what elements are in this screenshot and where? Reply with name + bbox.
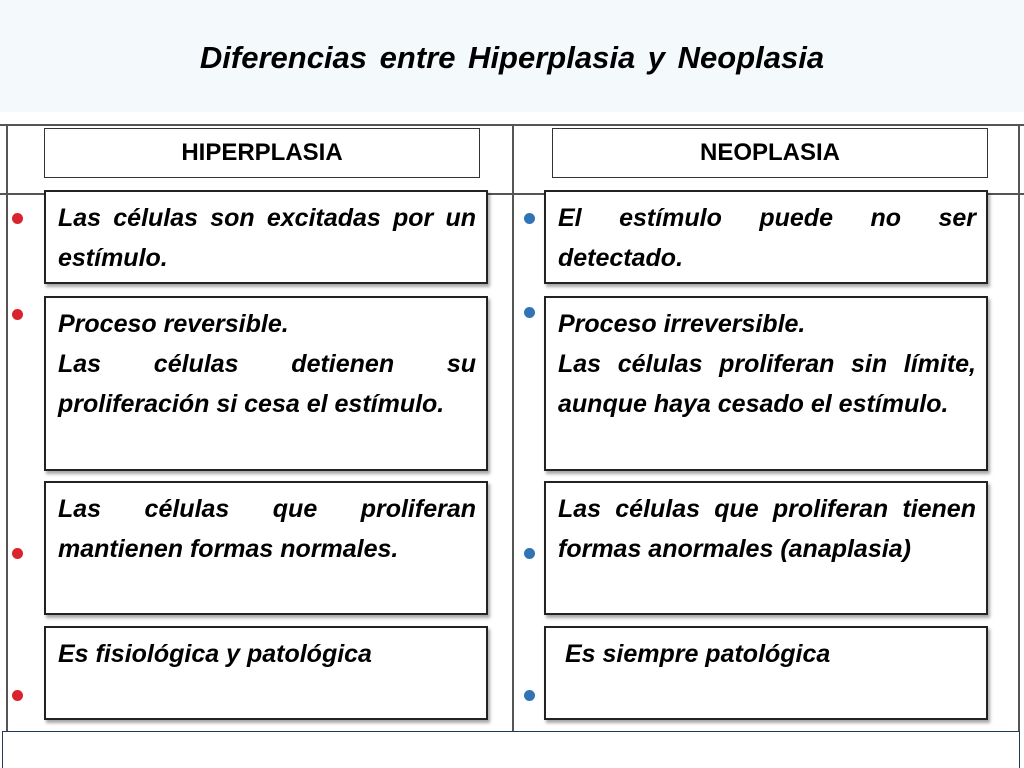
cell-hiperplasia-4 — [44, 626, 488, 720]
header-neoplasia: NEOPLASIA — [552, 128, 988, 178]
bullet-icon — [524, 690, 535, 701]
cell-text: Proceso reversible. — [58, 310, 289, 338]
bullet-icon — [12, 309, 23, 320]
cell-hiperplasia-1 — [44, 190, 488, 284]
bullet-icon — [524, 548, 535, 559]
cell-text: Las células que proliferan mantienen formas normales. — [58, 495, 476, 563]
cell-text: Es siempre patológica — [558, 640, 831, 668]
header-hiperplasia: HIPERPLASIA — [44, 128, 480, 178]
bullet-icon — [12, 690, 23, 701]
cell-neoplasia-3 — [544, 481, 988, 615]
cell-text: Es fisiológica y patológica — [58, 640, 372, 668]
frame-middle-line — [512, 124, 514, 732]
cell-text: Las células detienen su proliferación si cesa el estímulo. — [58, 350, 476, 418]
cell-text: Las células que proliferan tienen formas anormales (anaplasia) — [558, 495, 976, 563]
bullet-icon — [12, 548, 23, 559]
cell-text: Proceso irreversible. — [558, 310, 806, 338]
cell-hiperplasia-2 — [44, 296, 488, 471]
bullet-icon — [524, 213, 535, 224]
cell-text: Las células son excitadas por un estímulo. — [58, 204, 476, 272]
cell-neoplasia-4 — [544, 626, 988, 720]
frame-right-line — [1018, 124, 1020, 732]
bullet-icon — [524, 307, 535, 318]
cell-hiperplasia-3 — [44, 481, 488, 615]
footer-box — [2, 731, 1020, 768]
page-title: Diferencias entre Hiperplasia y Neoplasia — [199, 40, 825, 75]
cell-neoplasia-2 — [544, 296, 988, 471]
cell-neoplasia-1 — [544, 190, 988, 284]
cell-text: El estímulo puede no ser detectado. — [558, 204, 976, 272]
cell-text: Las células proliferan sin límite, aunque haya cesado el estímulo. — [558, 350, 976, 418]
frame-left-line — [6, 124, 8, 732]
bullet-icon — [12, 213, 23, 224]
